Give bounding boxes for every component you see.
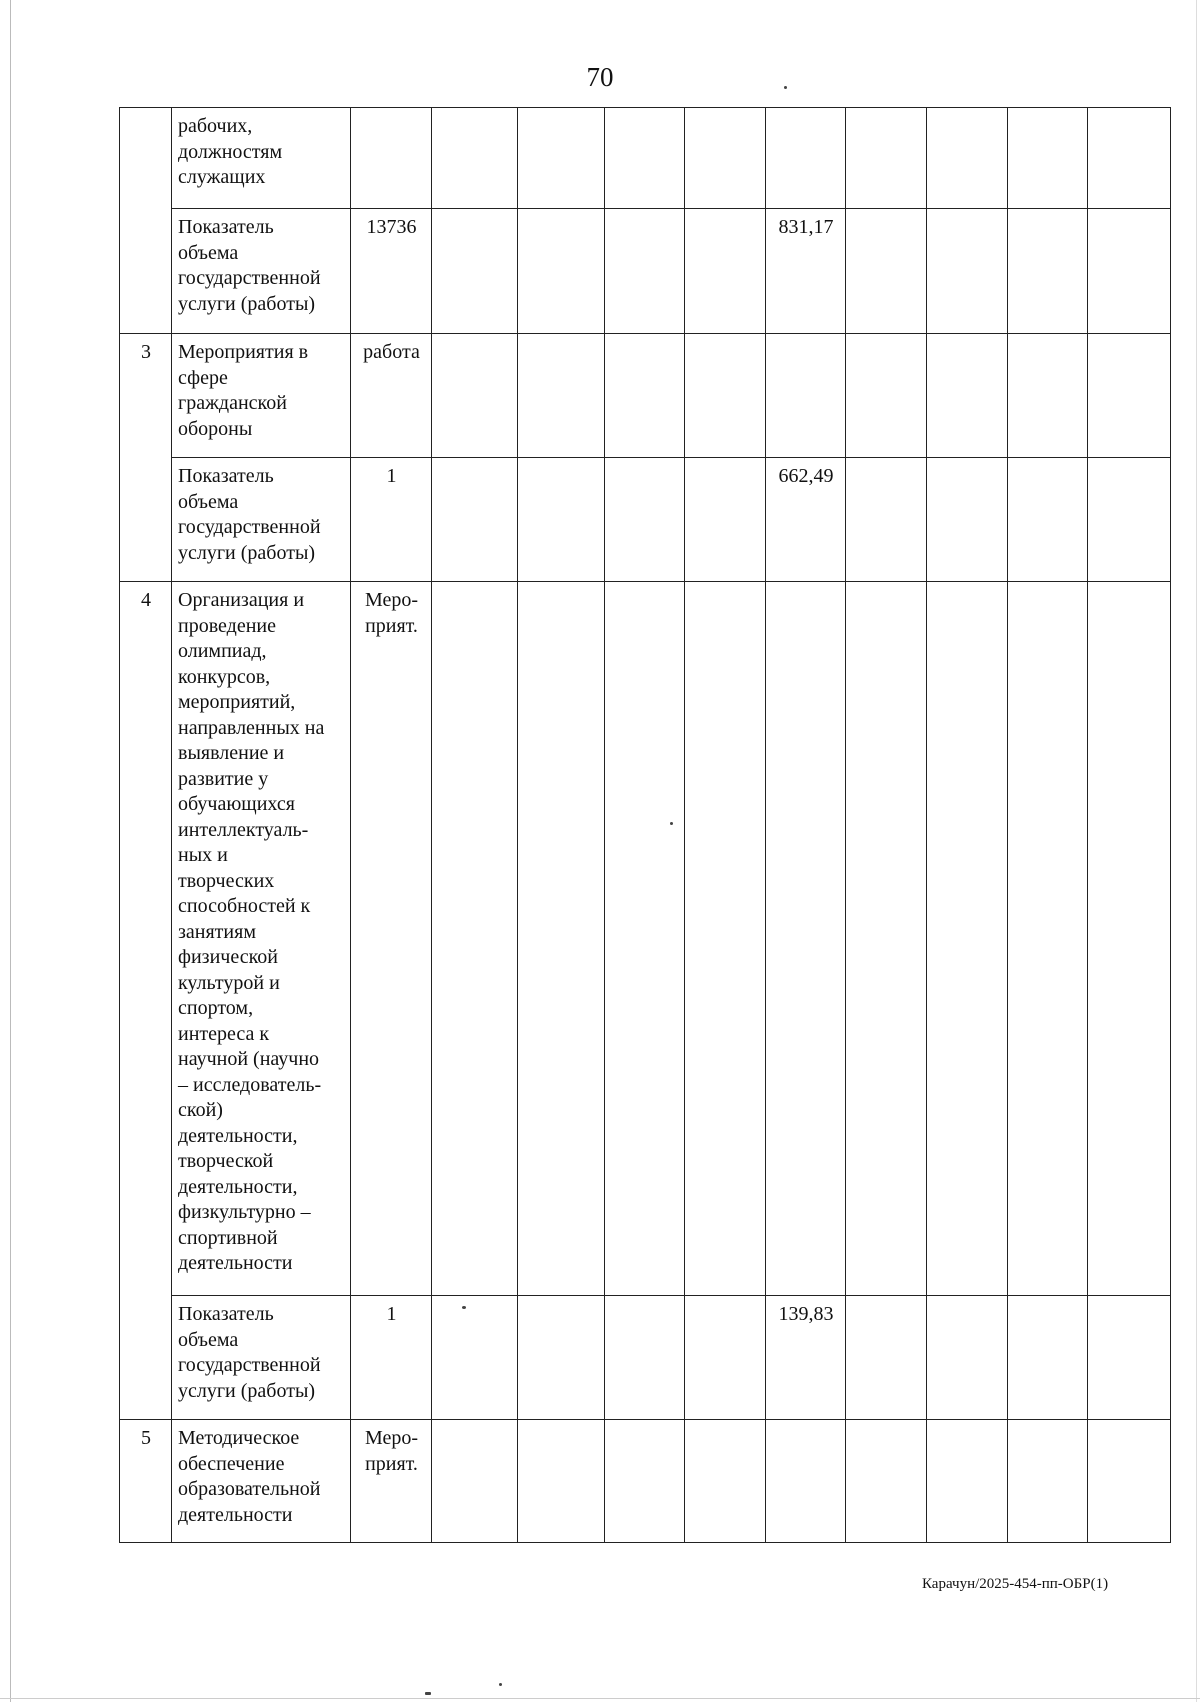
empty-cell [927,334,1008,458]
page-edge [10,0,11,1702]
value-cell [766,108,846,209]
empty-cell [518,108,605,209]
unit-cell: Меро- прият. [351,582,432,1296]
empty-cell [518,458,605,582]
scan-speck [425,1692,431,1695]
empty-cell [846,582,927,1296]
empty-cell [685,458,766,582]
empty-cell [605,458,685,582]
empty-cell [1088,334,1171,458]
empty-cell [518,582,605,1296]
empty-cell [1008,334,1088,458]
empty-cell [1008,1420,1088,1543]
empty-cell [432,108,518,209]
empty-cell [605,1420,685,1543]
empty-cell [685,1420,766,1543]
empty-cell [605,209,685,334]
empty-cell [1088,209,1171,334]
empty-cell [927,209,1008,334]
empty-cell [846,334,927,458]
scan-speck [784,86,787,89]
unit-cell [351,108,432,209]
value-cell: 662,49 [766,458,846,582]
empty-cell [1008,1296,1088,1420]
empty-cell [685,108,766,209]
item-name-cell: Показатель объема государственной услуги (работы) [172,458,351,582]
table-row [120,1296,1171,1420]
empty-cell [1088,1296,1171,1420]
empty-cell [846,108,927,209]
empty-cell [518,1420,605,1543]
empty-cell [1088,582,1171,1296]
value-cell: 139,83 [766,1296,846,1420]
empty-cell [927,1296,1008,1420]
item-name-cell: рабочих, должностям служащих [172,108,351,209]
empty-cell [927,458,1008,582]
empty-cell [432,582,518,1296]
table-row [120,582,1171,1296]
empty-cell [846,209,927,334]
empty-cell [518,1296,605,1420]
empty-cell [927,1420,1008,1543]
empty-cell [432,1420,518,1543]
empty-cell [605,334,685,458]
empty-cell [432,334,518,458]
empty-cell [1088,458,1171,582]
table-row [120,108,1171,209]
empty-cell [685,209,766,334]
item-name-cell: Мероприятия в сфере гражданской обороны [172,334,351,458]
document-code: Карачун/2025-454-пп-ОБР(1) [922,1576,1109,1592]
empty-cell [1008,209,1088,334]
empty-cell [605,108,685,209]
table-row [120,334,1171,458]
unit-cell: 1 [351,458,432,582]
empty-cell [1008,108,1088,209]
row-number-cell: 3 [120,334,172,582]
empty-cell [685,1296,766,1420]
value-cell [766,334,846,458]
empty-cell [518,334,605,458]
empty-cell [432,458,518,582]
table-row [120,1420,1171,1543]
value-cell: 831,17 [766,209,846,334]
empty-cell [685,334,766,458]
empty-cell [846,1296,927,1420]
table-row [120,458,1171,582]
item-name-cell: Показатель объема государственной услуги (работы) [172,209,351,334]
budget-table [119,107,1171,1543]
table-row [120,209,1171,334]
empty-cell [846,458,927,582]
empty-cell [432,209,518,334]
unit-cell: работа [351,334,432,458]
empty-cell [927,108,1008,209]
empty-cell [846,1420,927,1543]
empty-cell [1008,582,1088,1296]
page-edge [1196,0,1197,1702]
empty-cell [432,1296,518,1420]
empty-cell [927,582,1008,1296]
unit-cell: Меро- прият. [351,1420,432,1543]
empty-cell [1088,1420,1171,1543]
empty-cell [1008,458,1088,582]
row-number-cell: 4 [120,582,172,1420]
value-cell [766,582,846,1296]
empty-cell [518,209,605,334]
unit-cell: 1 [351,1296,432,1420]
row-number-cell [120,108,172,334]
unit-cell: 13736 [351,209,432,334]
empty-cell [605,1296,685,1420]
page-number: 70 [586,62,614,92]
empty-cell [605,582,685,1296]
item-name-cell: Организация и проведение олимпиад, конкурсов, мероприятий, направленных на выявление и развитие у обучающихся интеллектуаль- ных и творческих способностей к занятиям физической культурой и спортом, интереса к научной (научно – исследователь- ской) деятельности, творческой деятельности, физкультурно – спортивной деятельности [172,582,351,1296]
item-name-cell: Методическое обеспечение образовательной деятельности [172,1420,351,1543]
empty-cell [685,582,766,1296]
row-number-cell: 5 [120,1420,172,1543]
empty-cell [1088,108,1171,209]
item-name-cell: Показатель объема государственной услуги (работы) [172,1296,351,1420]
scan-speck [499,1683,502,1686]
page-edge [0,1698,1200,1699]
value-cell [766,1420,846,1543]
